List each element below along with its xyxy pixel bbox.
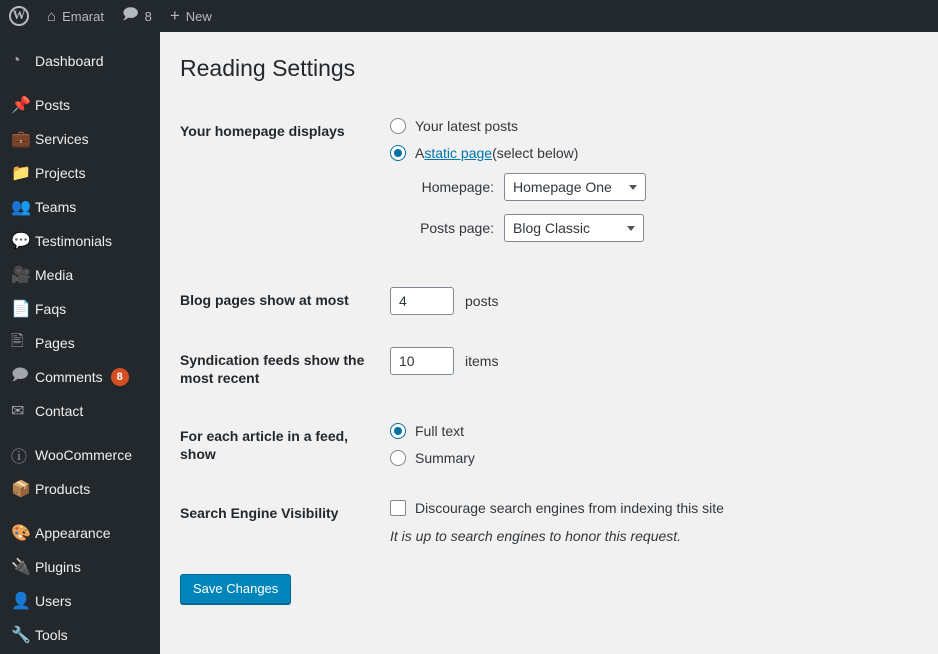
woocommerce-icon: ⓘ: [11, 448, 28, 466]
sidebar-item-label: Services: [35, 131, 89, 147]
radio-indicator-selected: [390, 145, 406, 161]
radio-summary[interactable]: [390, 450, 910, 466]
sidebar-item-products[interactable]: [0, 472, 160, 506]
sidebar-item-label: Posts: [35, 97, 71, 113]
admin-sidebar: [0, 32, 160, 654]
radio-latest-posts[interactable]: [390, 118, 910, 134]
main-content: [160, 32, 938, 654]
sidebar-item-label: Pages: [35, 335, 75, 351]
homepage-select-row: [402, 173, 910, 201]
wordpress-logo-icon[interactable]: [0, 0, 38, 32]
sidebar-item-label: Users: [35, 593, 72, 609]
sidebar-item-contact[interactable]: [0, 394, 160, 428]
plus-icon: +: [169, 6, 180, 25]
sidebar-item-pages[interactable]: [0, 326, 160, 360]
quote-icon: 💬: [11, 233, 31, 250]
sidebar-item-label: Projects: [35, 165, 86, 181]
sidebar-item-appearance[interactable]: [0, 516, 160, 550]
sidebar-item-users[interactable]: [0, 584, 160, 618]
posts-page-select-value: Blog Classic: [513, 219, 591, 236]
reading-settings-form: [180, 102, 920, 560]
pin-icon: 📌: [11, 97, 31, 114]
search-visibility-description: It is up to search engines to honor this request.: [390, 527, 682, 544]
sidebar-item-comments[interactable]: [0, 360, 160, 394]
submit-area: [180, 574, 938, 604]
sidebar-item-faqs[interactable]: [0, 292, 160, 326]
folder-icon: 📁: [11, 165, 31, 182]
sidebar-item-tools[interactable]: [0, 618, 160, 652]
sidebar-item-label: Testimonials: [35, 233, 113, 249]
row-blog-pages: [180, 271, 920, 331]
comments-menu[interactable]: [113, 0, 161, 32]
label-search-visibility: Search Engine Visibility: [180, 504, 339, 521]
sidebar-item-label: Appearance: [35, 525, 111, 541]
sidebar-item-plugins[interactable]: [0, 550, 160, 584]
radio-latest-posts-label: Your latest posts: [415, 117, 518, 134]
static-page-link[interactable]: static page: [424, 144, 493, 161]
blog-pages-unit: posts: [465, 292, 499, 309]
sidebar-item-label: Tools: [35, 627, 68, 643]
blog-pages-input[interactable]: 4: [390, 287, 454, 315]
new-content-menu[interactable]: [161, 0, 221, 32]
home-icon: ⌂: [47, 7, 57, 25]
site-name-label: Emarat: [62, 8, 104, 24]
tools-icon: 🔧: [11, 627, 31, 644]
admin-bar: [0, 0, 938, 32]
chevron-down-icon: [627, 226, 635, 231]
radio-summary-label: Summary: [415, 450, 475, 467]
sidebar-item-label: Faqs: [35, 301, 67, 317]
posts-page-select-label: Posts page:: [420, 219, 494, 236]
posts-page-select[interactable]: [504, 214, 644, 242]
sidebar-item-services[interactable]: [0, 122, 160, 156]
static-page-selectors: [402, 173, 910, 242]
label-homepage-displays: Your homepage displays: [180, 122, 345, 139]
comments-count: 8: [144, 8, 152, 24]
comment-bubble-icon: 🗩: [11, 366, 29, 384]
envelope-icon: ✉: [11, 403, 25, 420]
radio-full-text[interactable]: [390, 423, 910, 439]
row-search-visibility: [180, 484, 920, 560]
sidebar-item-label: Media: [35, 267, 74, 283]
new-label: New: [185, 8, 212, 24]
plug-icon: 🔌: [11, 559, 31, 576]
save-changes-button[interactable]: Save Changes: [180, 574, 291, 604]
sidebar-item-projects[interactable]: [0, 156, 160, 190]
comment-bubble-icon: 🗩: [121, 5, 139, 23]
page-title: Reading Settings: [180, 55, 356, 81]
radio-static-page[interactable]: [390, 145, 910, 161]
question-icon: 📄: [11, 301, 31, 318]
sidebar-divider: [0, 78, 160, 88]
posts-page-select-row: [402, 214, 910, 242]
dashboard-icon: ◔: [11, 52, 21, 69]
sidebar-item-label: Teams: [35, 199, 77, 215]
syndication-input[interactable]: 10: [390, 347, 454, 375]
sidebar-divider: [0, 506, 160, 516]
label-blog-pages: Blog pages show at most: [180, 291, 349, 308]
sidebar-item-testimonials[interactable]: [0, 224, 160, 258]
sidebar-item-dashboard[interactable]: [0, 44, 160, 78]
user-icon: 👤: [11, 593, 31, 610]
sidebar-item-label: WooCommerce: [35, 447, 132, 463]
sidebar-item-label: Dashboard: [35, 53, 104, 69]
briefcase-icon: 💼: [11, 131, 31, 148]
checkbox-discourage-search-engines[interactable]: [390, 500, 910, 516]
label-feed-article: For each article in a feed, show: [180, 428, 349, 463]
sidebar-item-label: Comments: [35, 369, 103, 385]
radio-full-text-label: Full text: [415, 423, 465, 440]
radio-indicator-selected: [390, 423, 406, 439]
radio-indicator: [390, 450, 406, 466]
users-icon: 👥: [11, 199, 31, 216]
sidebar-item-posts[interactable]: [0, 88, 160, 122]
media-icon: 🎥: [11, 267, 31, 284]
sidebar-item-label: Products: [35, 481, 91, 497]
homepage-select-value: Homepage One: [513, 178, 612, 195]
row-syndication-feeds: [180, 331, 920, 407]
site-name-menu[interactable]: [38, 0, 113, 32]
sidebar-item-label: Plugins: [35, 559, 81, 575]
sidebar-item-woocommerce[interactable]: [0, 438, 160, 472]
homepage-select[interactable]: [504, 173, 646, 201]
sidebar-item-label: Contact: [35, 403, 84, 419]
syndication-unit: items: [465, 352, 499, 369]
homepage-select-label: Homepage:: [421, 178, 494, 195]
label-syndication-feeds: Syndication feeds show the most recent: [180, 351, 365, 387]
sidebar-divider: [0, 428, 160, 438]
chevron-down-icon: [629, 185, 637, 190]
sidebar-item-teams[interactable]: [0, 190, 160, 224]
radio-static-page-suffix: (select below): [492, 144, 579, 161]
checkbox-indicator: [390, 500, 406, 516]
comments-count-badge: 8: [111, 368, 129, 386]
checkbox-label: Discourage search engines from indexing this site: [415, 499, 724, 516]
radio-static-page-prefix: A: [415, 144, 425, 161]
page-icon: 🖹: [11, 332, 24, 350]
radio-indicator: [390, 118, 406, 134]
box-icon: 📦: [11, 481, 31, 498]
paintbrush-icon: 🎨: [11, 525, 31, 542]
sidebar-item-media[interactable]: [0, 258, 160, 292]
row-homepage-displays: [180, 102, 920, 271]
row-feed-article: [180, 407, 920, 483]
